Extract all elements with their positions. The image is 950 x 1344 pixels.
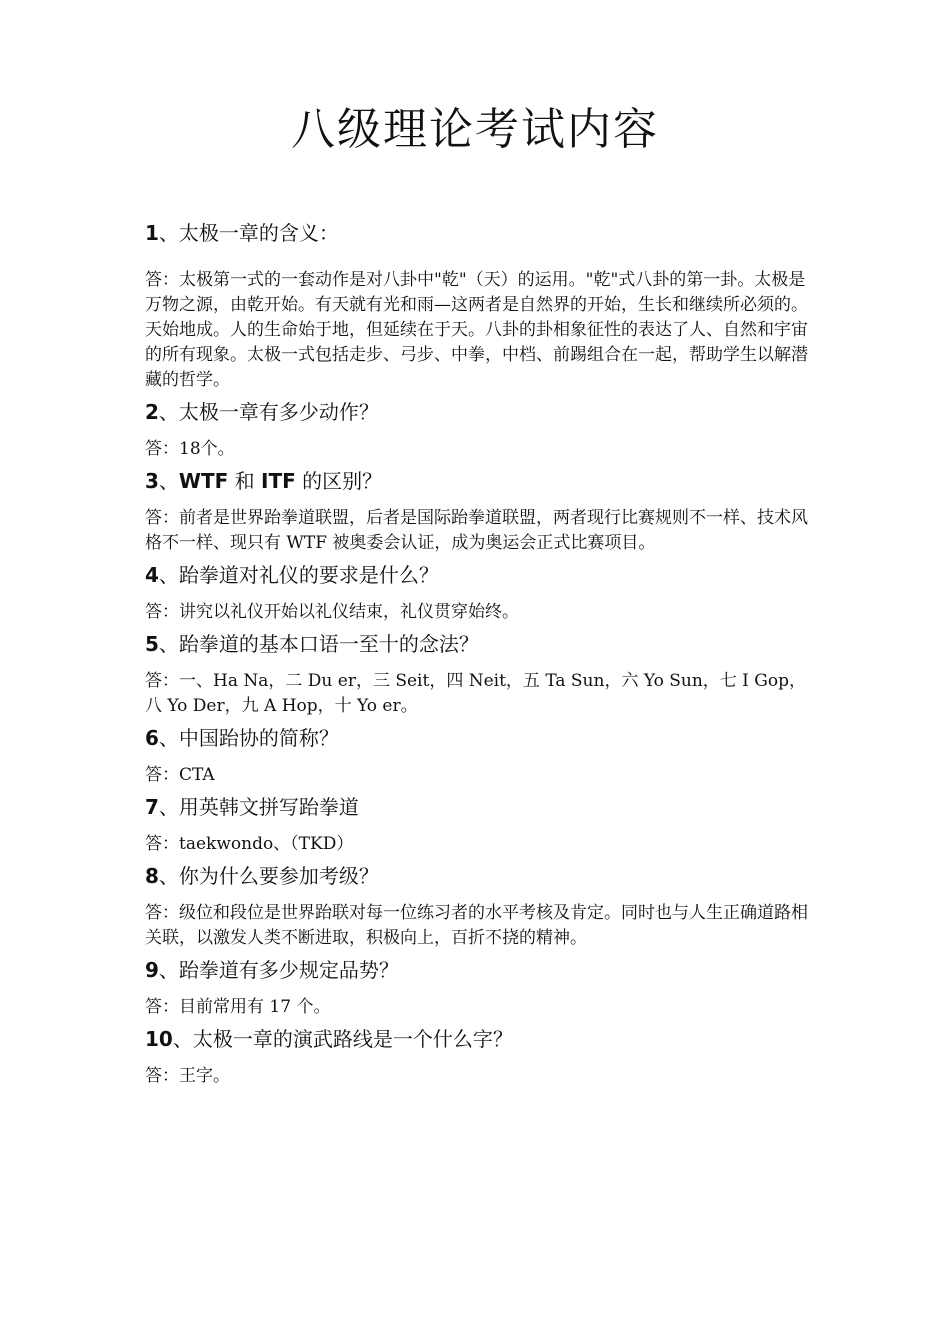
question-text: 、中国跆协的简称？ <box>158 726 339 750</box>
question-number: 10 <box>145 1027 173 1051</box>
answer-9: 答：目前常用有 17 个。 <box>145 997 331 1017</box>
question-4 <box>145 560 815 590</box>
answer-1: 答：太极第一式的一套动作是对八卦中"乾"（天）的运用。"乾"式八卦的第一卦。太极是万物之源，由乾开始。有天就有光和雨—这两者是自然界的开始，生长和继续所必须的。天始地成。人的生命始于地，但延续在于天。八卦的卦相象征性的表达了人、自然和宇宙的所有现象。太极一式包括走步、弓步、中拳，中档、前踢组合在一起，帮助学生以解潜藏的哲学。 <box>145 270 808 390</box>
question-text: 、跆拳道对礼仪的要求是什么？ <box>158 563 439 587</box>
question-text: 、跆拳道的基本口语一至十的念法？ <box>158 632 479 656</box>
question-1 <box>145 218 815 248</box>
qa-item-10 <box>145 1024 815 1089</box>
qa-item-5 <box>145 629 815 719</box>
question-6 <box>145 723 815 753</box>
question-5 <box>145 629 815 659</box>
answer-2: 答：18个。 <box>145 439 235 459</box>
question-number: 2 <box>145 400 159 424</box>
qa-item-6 <box>145 723 815 788</box>
question-number: 5 <box>145 632 159 656</box>
question-3 <box>145 466 815 496</box>
answer-6: 答：CTA <box>145 765 215 785</box>
qa-item-2 <box>145 397 815 462</box>
question-7 <box>145 792 815 822</box>
question-text: 、跆拳道有多少规定品势？ <box>158 958 399 982</box>
question-8 <box>145 861 815 891</box>
answer-5: 答：一、Ha Na，二 Du er，三 Seit，四 Neit，五 Ta Sun，六 Yo Sun，七 I Gop，八 Yo Der，九 A Hop，十 Yo er。 <box>145 671 806 716</box>
question-number: 4 <box>145 563 159 587</box>
question-text: 、太极一章的含义： <box>158 221 339 245</box>
question-number: 3 <box>145 469 159 493</box>
question-9 <box>145 955 815 985</box>
question-text-part: 和 <box>228 469 262 493</box>
question-number: 9 <box>145 958 159 982</box>
answer-4: 答：讲究以礼仪开始以礼仪结束，礼仪贯穿始终。 <box>145 602 519 622</box>
answer-10: 答：王字。 <box>145 1066 230 1086</box>
page-title: 八级理论考试内容 <box>291 104 659 155</box>
question-2 <box>145 397 815 427</box>
qa-item-1 <box>145 218 815 393</box>
qa-item-8 <box>145 861 815 951</box>
question-text-part: 的区别？ <box>295 469 383 493</box>
question-abbr: WTF <box>178 469 229 493</box>
question-number: 6 <box>145 726 159 750</box>
question-number: 1 <box>145 221 159 245</box>
question-10 <box>145 1024 815 1054</box>
question-text: 、用英韩文拼写跆拳道 <box>158 795 359 819</box>
qa-item-4 <box>145 560 815 625</box>
question-text: 、太极一章有多少动作？ <box>158 400 379 424</box>
qa-item-3 <box>145 466 815 556</box>
answer-3: 答：前者是世界跆拳道联盟，后者是国际跆拳道联盟，两者现行比赛规则不一样、技术风格不一样、现只有 WTF 被奥委会认证，成为奥运会正式比赛项目。 <box>145 508 808 553</box>
answer-8: 答：级位和段位是世界跆联对每一位练习者的水平考核及肯定。同时也与人生正确道路相关联，以激发人类不断进取，积极向上，百折不挠的精神。 <box>145 903 808 948</box>
question-text: 、太极一章的演武路线是一个什么字？ <box>172 1027 513 1051</box>
qa-item-9 <box>145 955 815 1020</box>
answer-7: 答：taekwondo、（TKD） <box>145 834 354 854</box>
question-text: 、你为什么要参加考级？ <box>158 864 379 888</box>
qa-item-7 <box>145 792 815 857</box>
question-number: 7 <box>145 795 159 819</box>
qa-list <box>145 218 815 1093</box>
question-text-part: 、 <box>158 469 179 493</box>
question-number: 8 <box>145 864 159 888</box>
question-abbr: ITF <box>261 469 296 493</box>
